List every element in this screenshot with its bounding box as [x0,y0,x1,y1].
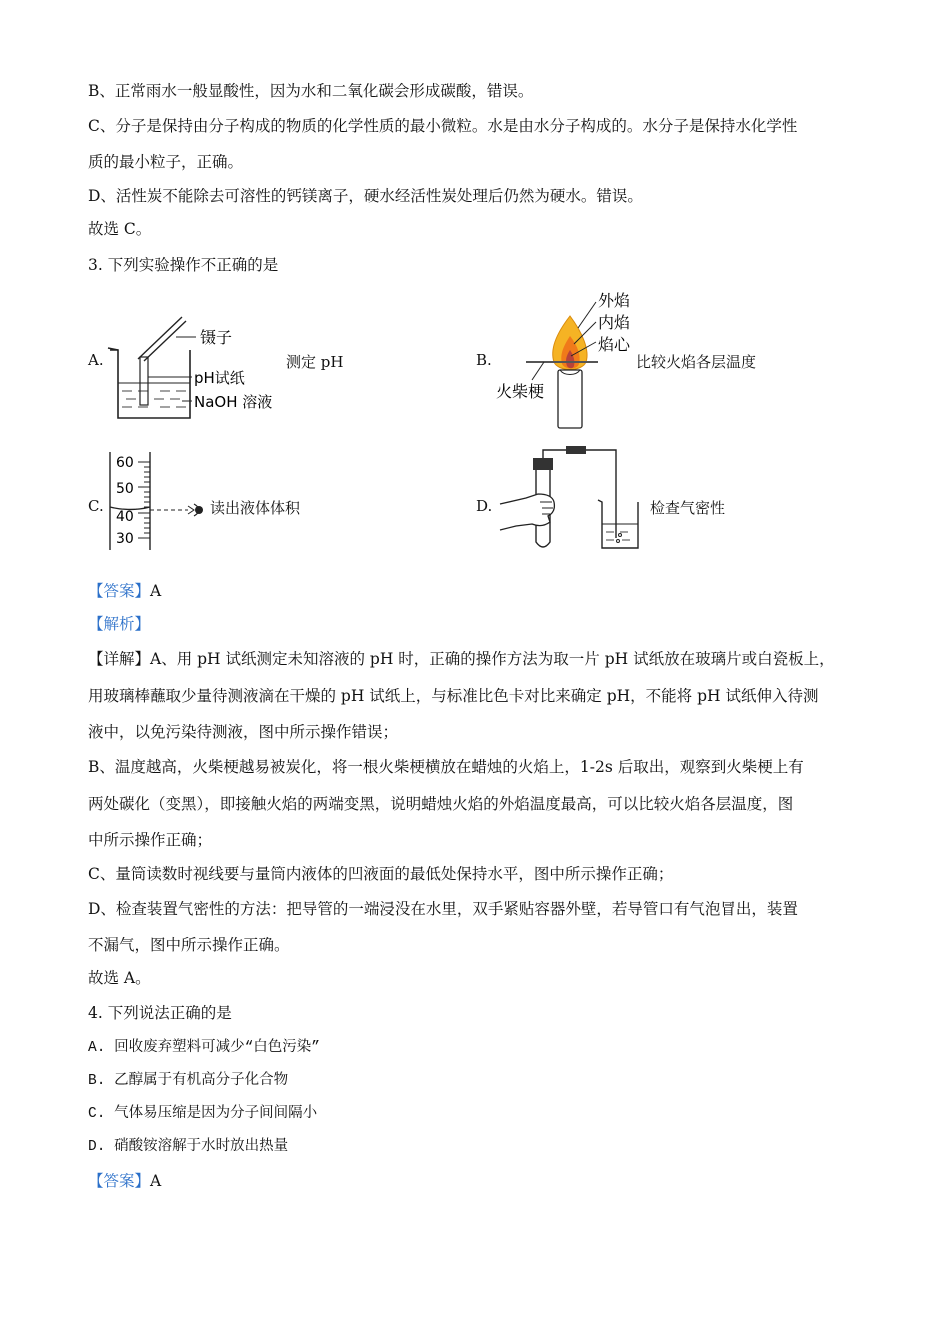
option-d-caption: 检查气密性 [650,499,726,517]
prev-explanation-c-line1: C、分子是保持由分子构成的物质的化学性质的最小微粒。水是由水分子构成的。水分子是保持水化学性 [88,117,798,135]
tick-50: 50 [116,481,134,497]
flame-figure [494,286,636,431]
airtightness-figure [496,442,648,554]
q4-option-c: C. 气体易压缩是因为分子间间隔小 [88,1106,318,1122]
prev-explanation-b: B、正常雨水一般显酸性，因为水和二氧化碳会形成碳酸，错误。 [88,82,534,100]
option-d-letter: D. [476,497,493,515]
eye-icon [194,504,203,516]
label-tweezers: 镊子 [200,328,233,347]
detail-a-text: A、用 pH 试纸测定未知溶液的 pH 时，正确的操作方法为取一片 pH 试纸放在玻璃片或白瓷板上， [150,650,835,668]
answer-tag: 【答案】 [88,1172,151,1190]
q3-analysis-tag: 【解析】 [88,615,151,633]
question-3-stem: 3. 下列实验操作不正确的是 [88,256,279,274]
q3-final-choice: 故选 A。 [88,969,151,987]
q3-detail-c: C、量筒读数时视线要与量筒内液体的凹液面的最低处保持水平，图中所示操作正确； [88,865,674,883]
tick-30: 30 [116,531,134,547]
q3-detail-d-line1: D、检查装置气密性的方法：把导管的一端浸没在水里，双手紧贴容器外壁，若导管口有气泡冒出，装置 [88,900,798,918]
option-b-letter: B. [476,351,492,369]
label-matchstick: 火柴梗 [496,382,545,401]
q3-detail-a-line1 [88,649,835,669]
q3-answer [88,581,161,601]
label-inner-flame: 内焰 [598,313,631,332]
q3-detail-a-line2: 用玻璃棒蘸取少量待测液滴在干燥的 pH 试纸上，与标准比色卡对比来确定 pH，不能将 pH 试纸伸入待测 [88,687,819,705]
q4-option-d: D. 硝酸铵溶解于水时放出热量 [88,1139,289,1155]
option-a-caption: 测定 pH [286,353,344,371]
option-b-caption: 比较火焰各层温度 [636,353,757,371]
q3-detail-b-line1: B、温度越高，火柴梗越易被炭化，将一根火柴梗横放在蜡烛的火焰上，1-2s 后取出，观察到火柴梗上有 [88,758,804,776]
q4-answer [88,1171,161,1191]
prev-answer-choice: 故选 C。 [88,220,152,238]
prev-explanation-c-line2: 质的最小粒子，正确。 [88,153,244,171]
q3-detail-b-line3: 中所示操作正确； [88,831,213,849]
prev-explanation-d: D、活性炭不能除去可溶性的钙镁离子，硬水经活性炭处理后仍然为硬水。错误。 [88,187,643,205]
label-flame-core: 焰心 [598,335,631,354]
option-a-letter: A. [88,351,104,369]
answer-value: A [150,582,162,600]
q3-detail-d-line2: 不漏气，图中所示操作正确。 [88,936,290,954]
q4-option-b: B. 乙醇属于有机高分子化合物 [88,1073,289,1089]
option-c-caption: 读出液体体积 [210,499,301,517]
tick-60: 60 [116,455,134,471]
label-outer-flame: 外焰 [598,291,631,310]
option-c-letter: C. [88,497,104,515]
label-naoh-solution: NaOH 溶液 [194,393,273,411]
detail-tag: 【详解】 [88,650,151,668]
tick-40: 40 [116,509,134,525]
q3-detail-b-line2: 两处碳化（变黑），即接触火焰的两端变黑，说明蜡烛火焰的外焰温度最高，可以比较火焰各层温度，图 [88,795,794,813]
label-ph-paper: pH试纸 [194,369,245,387]
q3-detail-a-line3: 液中，以免污染待测液，图中所示操作错误； [88,723,399,741]
question-4-stem: 4. 下列说法正确的是 [88,1004,232,1022]
answer-value: A [150,1172,162,1190]
ph-test-figure [104,315,284,425]
q4-option-a: A. 回收废弃塑料可减少“白色污染” [88,1040,321,1056]
answer-tag: 【答案】 [88,582,151,600]
cylinder-figure [106,450,210,552]
